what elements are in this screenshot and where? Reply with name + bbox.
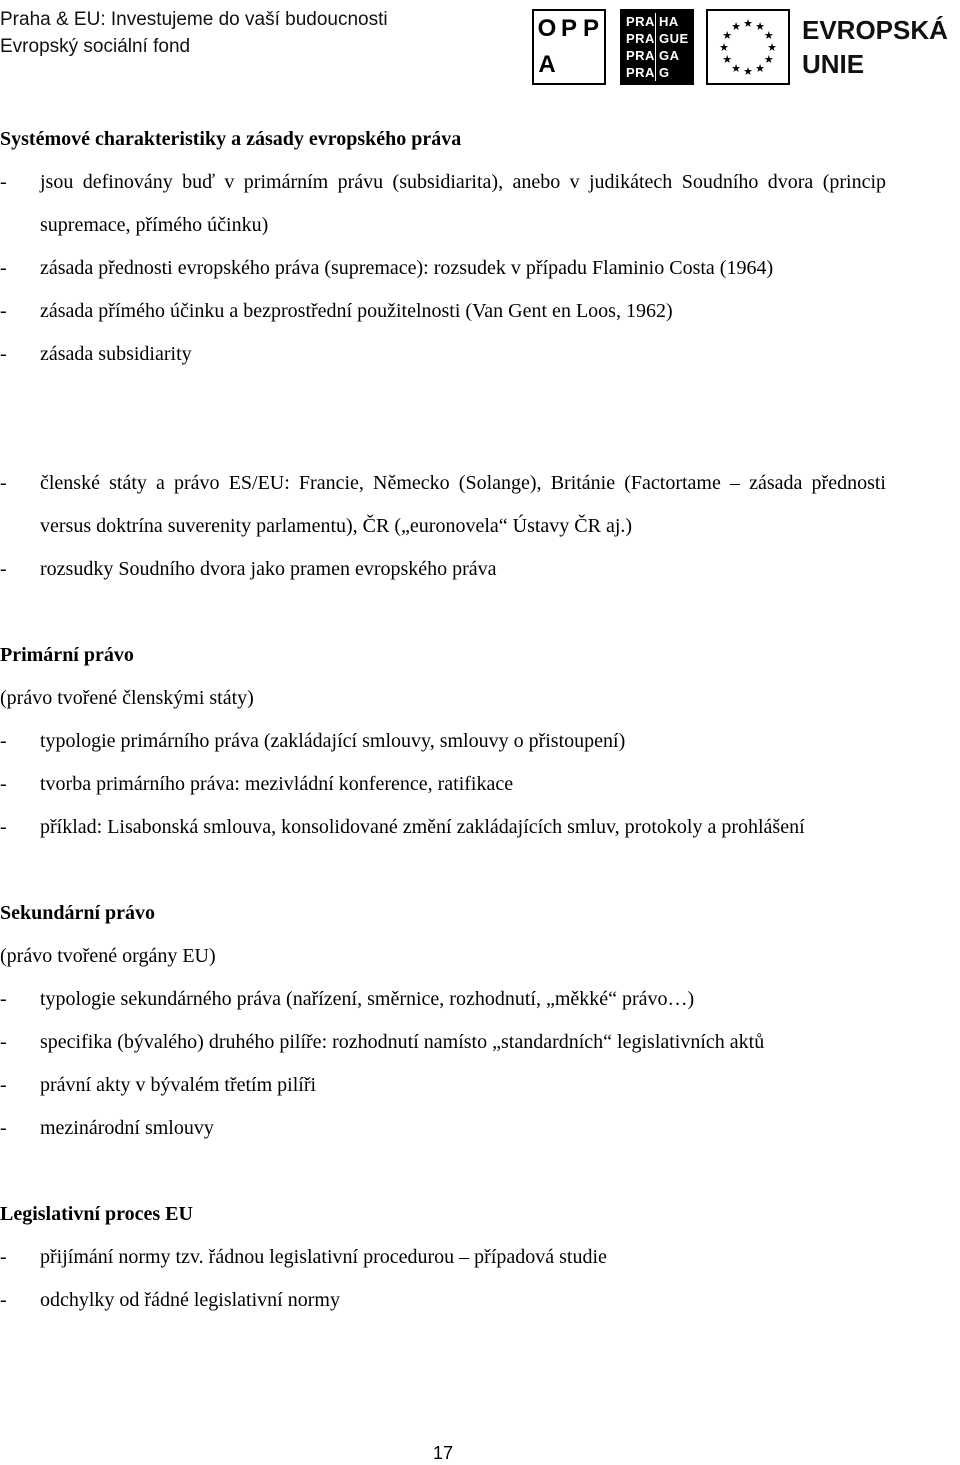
- eu-star-icon: ★: [755, 62, 765, 75]
- document-body: [0, 118, 886, 1322]
- eu-star-icon: ★: [722, 54, 733, 66]
- header-text: [0, 6, 388, 60]
- list-item: - zásada přímého účinku a bezprostřední použitelnosti (Van Gent en Loos, 1962): [0, 300, 673, 322]
- list-item: - odchylky od řádné legislativní normy: [0, 1289, 340, 1311]
- list-item: - zásada přednosti evropského práva (supremace): rozsudek v případu Flaminio Costa (1964): [0, 257, 774, 279]
- praha-logo: PRA HA PRA GUE PRA GA PRA G: [620, 9, 694, 85]
- section-subtitle: (právo tvořené členskými státy): [0, 687, 254, 709]
- eu-star-icon: ★: [722, 30, 733, 42]
- logo-bar: [532, 8, 948, 86]
- list-item: - tvorba primárního práva: mezivládní konference, ratifikace: [0, 773, 514, 795]
- section-subtitle: (právo tvořené orgány EU): [0, 945, 216, 967]
- eu-star-icon: ★: [719, 42, 729, 54]
- list-item: - právní akty v bývalém třetím pilíři: [0, 1074, 317, 1096]
- header-line-2: Evropský sociální fond: [0, 36, 191, 57]
- header-line-1: Praha & EU: Investujeme do vaší budoucnosti: [0, 9, 388, 30]
- list-item: - rozsudky Soudního dvora jako pramen evropského práva: [0, 558, 497, 580]
- eu-star-icon: ★: [767, 42, 777, 54]
- eu-star-icon: ★: [763, 54, 774, 66]
- list-item: - přijímání normy tzv. řádnou legislativní procedurou – případová studie: [0, 1246, 607, 1268]
- section-title: Legislativní proces EU: [0, 1203, 193, 1225]
- eu-star-icon: ★: [763, 30, 774, 42]
- eu-star-icon: ★: [731, 62, 741, 75]
- eu-star-icon: ★: [743, 66, 753, 78]
- section-title: Sekundární právo: [0, 902, 156, 924]
- list-item: - jsou definovány buď v primárním právu (subsidiarita), anebo v judikátech Soudního dvora (princip supremace, přímého účinku): [0, 171, 886, 236]
- eu-logo-text: EVROPSKÁ UNIE: [802, 15, 948, 79]
- list-item: - specifika (bývalého) druhého pilíře: rozhodnutí namísto „standardních“ legislativních aktů: [0, 1031, 765, 1053]
- eu-star-icon: ★: [743, 18, 753, 30]
- list-item: - typologie primárního práva (zakládající smlouvy, smlouvy o přistoupení): [0, 730, 626, 752]
- eu-flag-icon: [706, 9, 790, 85]
- page-number: 17: [432, 1443, 454, 1463]
- section-title: Systémové charakteristiky a zásady evropského práva: [0, 128, 462, 150]
- list-item: - typologie sekundárného práva (nařízení, směrnice, rozhodnutí, „měkké“ právo…): [0, 988, 695, 1010]
- list-item: - mezinárodní smlouvy: [0, 1117, 214, 1139]
- section-title: Primární právo: [0, 644, 134, 666]
- list-item: - příklad: Lisabonská smlouva, konsolidované změní zakládajících smluv, protokoly a prohlášení: [0, 816, 805, 838]
- list-item: - zásada subsidiarity: [0, 343, 192, 365]
- eu-star-icon: ★: [731, 21, 741, 34]
- opp-a-logo: O P P A: [532, 9, 606, 85]
- eu-star-icon: ★: [755, 21, 765, 34]
- list-item: - členské státy a právo ES/EU: Francie, Německo (Solange), Británie (Factortame – zásada přednosti versus doktrína suverenity parlamentu), ČR („euronovela“ Ústavy ČR aj.): [0, 472, 886, 537]
